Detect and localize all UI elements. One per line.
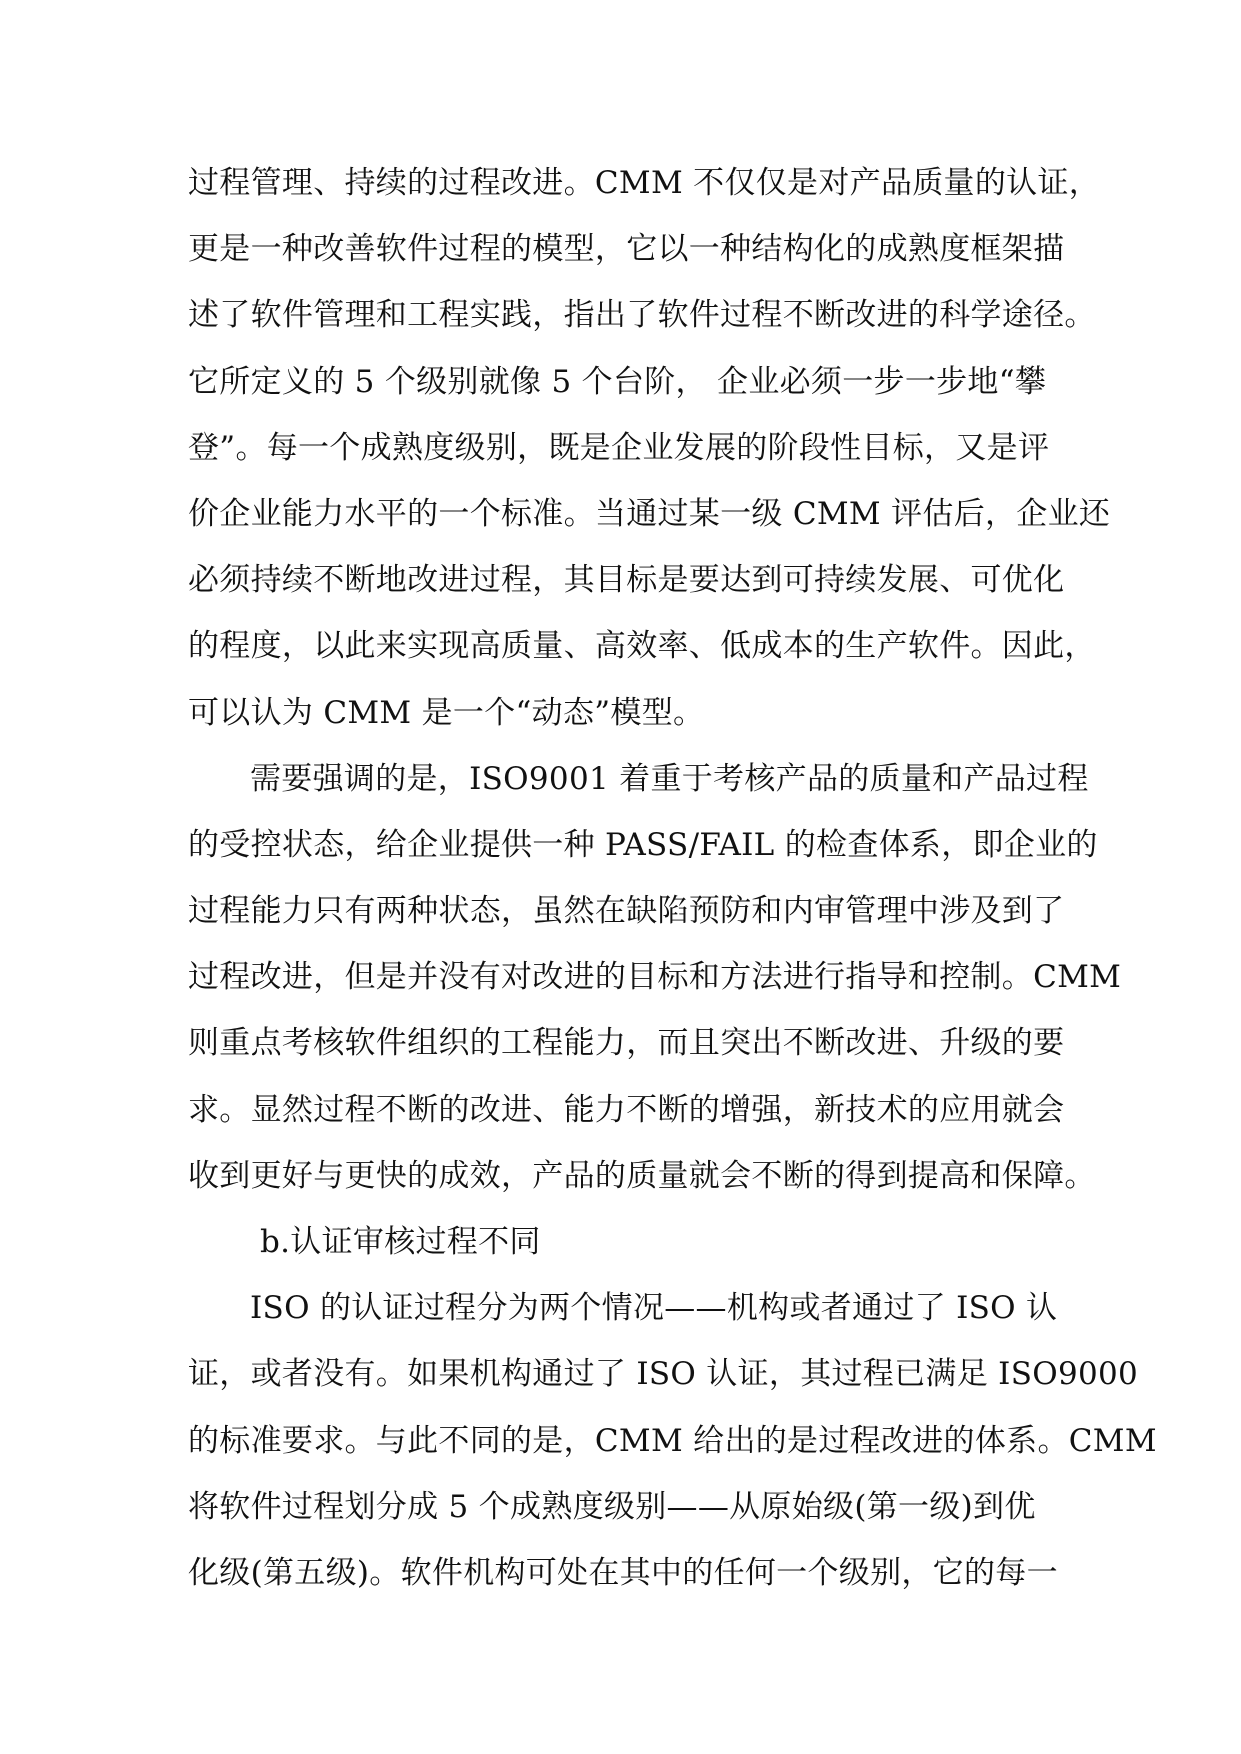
section-heading: b.认证审核过程不同 (260, 1224, 541, 1260)
text-line-10: 需要强调的是，ISO9001 着重于考核产品的质量和产品过程 (250, 760, 1089, 797)
text-line-21: 将软件过程划分成 5 个成熟度级别——从原始级(第一级)到优 (188, 1488, 1036, 1525)
text-line-16: 收到更好与更快的成效，产品的质量就会不断的得到提高和保障。 (188, 1157, 1096, 1194)
text-line-6: 价企业能力水平的一个标准。当通过某一级 CMM 评估后，企业还 (188, 495, 1111, 532)
text-line-8: 的程度，以此来实现高质量、高效率、低成本的生产软件。因此， (188, 628, 1096, 665)
text-line-22: 化级(第五级)。软件机构可处在其中的任何一个级别，它的每一 (188, 1554, 1058, 1591)
text-line-3: 述了软件管理和工程实践，指出了软件过程不断改进的科学途径。 (188, 297, 1096, 334)
text-line-11: 的受控状态，给企业提供一种 PASS/FAIL 的检查体系，即企业的 (188, 826, 1098, 863)
text-line-4: 它所定义的 5 个级别就像 5 个台阶， 企业必须一步一步地“攀 (188, 363, 1047, 400)
text-line-9: 可以认为 CMM 是一个“动态”模型。 (188, 694, 705, 731)
text-line-13: 过程改进，但是并没有对改进的目标和方法进行指导和控制。CMM (188, 959, 1122, 996)
text-line-19: 证，或者没有。如果机构通过了 ISO 认证，其过程已满足 ISO9000 (188, 1356, 1139, 1393)
text-line-7: 必须持续不断地改进过程，其目标是要达到可持续发展、可优化 (188, 562, 1065, 599)
text-line-5: 登”。每一个成熟度级别，既是企业发展的阶段性目标，又是评 (188, 429, 1050, 466)
text-line-2: 更是一种改善软件过程的模型，它以一种结构化的成熟度框架描 (188, 231, 1065, 268)
text-line-14: 则重点考核软件组织的工程能力，而且突出不断改进、升级的要 (188, 1025, 1065, 1062)
text-line-15: 求。显然过程不断的改进、能力不断的增强，新技术的应用就会 (188, 1091, 1065, 1128)
body-text (188, 150, 1157, 1606)
text-line-20: 的标准要求。与此不同的是，CMM 给出的是过程改进的体系。CMM (188, 1422, 1157, 1459)
text-line-1: 过程管理、持续的过程改进。CMM 不仅仅是对产品质量的认证， (188, 165, 1101, 201)
text-line-18: ISO 的认证过程分为两个情况——机构或者通过了 ISO 认 (250, 1290, 1058, 1327)
text-line-12: 过程能力只有两种状态，虽然在缺陷预防和内审管理中涉及到了 (188, 893, 1065, 930)
